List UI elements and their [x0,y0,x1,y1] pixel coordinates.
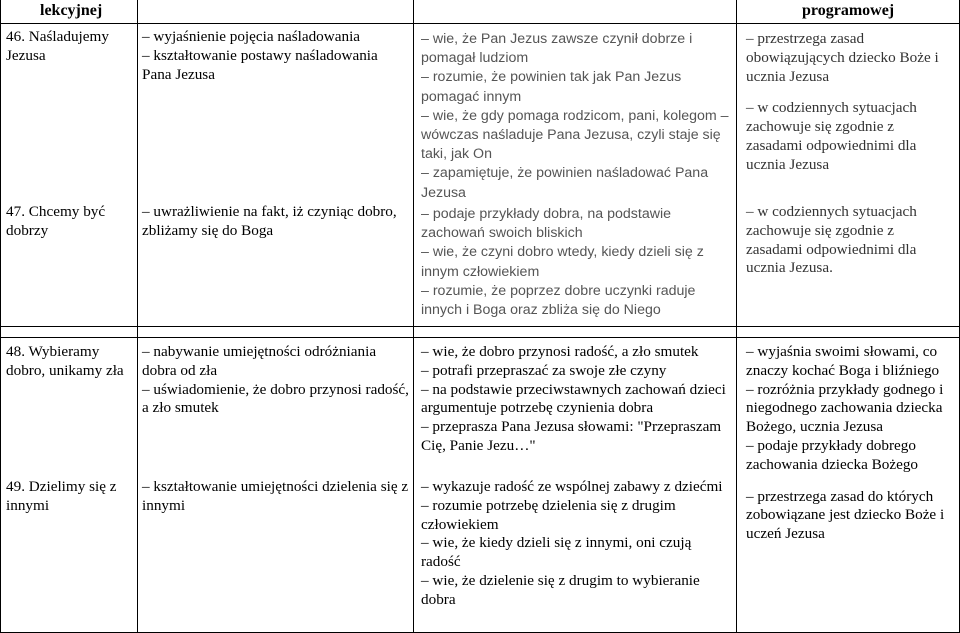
achievement-item: – rozumie, że poprzez dobre uczynki raduje innych i Boga oraz zbliża się do Niego [421,282,696,319]
curriculum-requirements [746,30,954,175]
lesson-title: 46. Naśladujemy Jezusa [6,28,109,64]
achievement-item: – rozumie potrzebę dzielenia się z drugim człowiekiem [421,496,676,533]
achievement-item: – wie, że gdy pomaga rodzicom, pani, kolegom – wówczas naśladuje Pana Jezusa, czyli staje się taki, jak On [421,107,729,163]
achievement-item: – na podstawie przeciwstawnych zachowań dzieci argumentuje potrzebę czynienia dobra [421,380,726,417]
achievement-item: – przeprasza Pana Jezusa słowami: "Przepraszam Cię, Panie Jezu…" [421,418,722,454]
curriculum-item: – w codziennych sytuacjach zachowuje się zgodnie z zasadami odpowiednimi dla ucznia Jezusa. [746,203,917,277]
curriculum-item: – w codziennych sytuacjach zachowuje się zgodnie z zasadami odpowiednimi dla ucznia Jezusa [746,99,917,173]
student-achievements [421,343,733,456]
row-divider [0,23,960,24]
achievement-item: – wie, że dzielenie się z drugim to wybieranie dobra [421,571,700,608]
curriculum-item: – rozróżnia przykłady godnego i niegodnego zachowania dziecka Bożego, ucznia Jezusa [746,380,944,436]
achievement-item: – potrafi przepraszać za swoje złe czyny [421,361,667,379]
achievement-item: – wie, że czyni dobro wtedy, kiedy dzieli się z innym człowiekiem [421,244,704,280]
teaching-goals [142,28,410,84]
achievement-item: – wie, że Pan Jezus zawsze czynił dobrze i pomagał ludziom [421,31,693,67]
goal-item: – wyjaśnienie pojęcia naśladowania [142,28,361,45]
curriculum-requirements [746,203,954,278]
column-divider [736,0,737,633]
achievement-item: – wie, że dobro przynosi radość, a zło smutek [421,343,699,360]
curriculum-requirements [746,343,954,544]
achievement-item: – wykazuje radość ze wspólnej zabawy z dziećmi [421,478,723,495]
achievement-item: – wie, że kiedy dzieli się z innymi, oni czują radość [421,534,692,571]
goal-item: – kształtowanie postawy naśladowania Pana Jezusa [142,46,378,83]
row-divider [0,337,960,338]
lesson-title: 49. Dzielimy się z innymi [6,478,117,514]
curriculum-item: – wyjaśnia swoimi słowami, co znaczy kochać Boga i bliźniego [746,343,940,379]
achievement-item: – rozumie, że powinien tak jak Pan Jezus pomagać innym [421,69,682,105]
header-curriculum: programowej [802,2,895,19]
student-achievements [421,478,733,610]
student-achievements [421,30,733,203]
column-divider [137,0,138,633]
lesson-title: 48. Wybieramy dobro, unikamy zła [6,343,124,379]
teaching-goals [142,343,410,418]
teaching-goals [142,203,410,241]
lesson-title: 47. Chcemy być dobrzy [6,203,106,239]
goal-item: – uświadomienie, że dobro przynosi radość, a zło smutek [142,380,409,417]
achievement-item: – zapamiętuje, że powinien naśladować Pana Jezusa [421,165,709,201]
curriculum-item: – podaje przykłady dobrego zachowania dziecka Bożego [746,436,919,473]
goal-item: – uwrażliwienie na fakt, iż czyniąc dobro, zbliżamy się do Boga [142,203,397,239]
achievement-item: – podaje przykłady dobra, na podstawie zachowań swoich bliskich [421,206,672,242]
goal-item: – nabywanie umiejętności odróżniania dobra od zła [142,343,377,379]
row-divider [0,326,960,327]
student-achievements [421,205,733,320]
goal-item: – kształtowanie umiejętności dzielenia się z innymi [142,478,409,514]
curriculum-item: – przestrzega zasad do których zobowiązane jest dziecko Boże i uczeń Jezusa [746,487,945,543]
header-lesson: lekcyjnej [40,2,103,19]
column-divider [413,0,414,633]
teaching-goals [142,478,410,516]
table-border-left [0,0,1,633]
curriculum-item: – przestrzega zasad obowiązujących dziecko Boże i ucznia Jezusa [746,30,939,85]
